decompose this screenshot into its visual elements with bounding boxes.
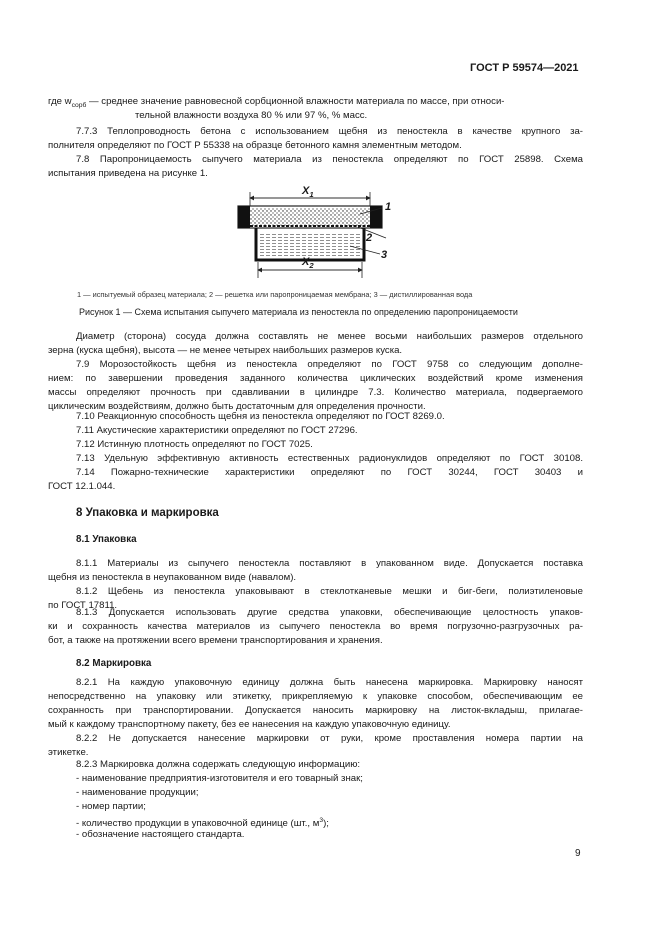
p773-line-1: 7.7.3 Теплопроводность бетона с использованием щебня из пеностекла в качестве крупного за- xyxy=(76,126,583,137)
p821-line-3: сохранность при транспортировании. Допускается наносить маркировку на листок-вкладыш, прилагае- xyxy=(48,705,583,716)
p811-line-1: 8.1.1 Материалы из сыпучего пеностекла поставляют в упакованном виде. Допускается поставка xyxy=(76,558,583,569)
cubic-superscript: 3 xyxy=(319,817,324,824)
p78-line-1: 7.8 Паропроницаемость сыпучего материала из пеностекла определяют по ГОСТ 25898. Схема xyxy=(76,154,583,165)
standard-designation: ГОСТ Р 59574—2021 xyxy=(470,62,579,74)
list-item-text: - количество продукции в упаковочной единице (шт., м xyxy=(76,818,320,830)
callout-3: 3 xyxy=(381,249,388,261)
p79-line-4: циклическим воздействиям, должно быть достаточным для определения прочности. xyxy=(48,401,426,412)
p813-line-1: 8.1.3 Допускается использовать другие средства упаковки, обеспечивающие целостность упаков- xyxy=(76,607,583,618)
p79-line-2: нием: по завершении проведения заданного количества циклических воздействий кроме изменения xyxy=(48,373,583,384)
p710: 7.10 Реакционную способность щебня из пеностекла определяют по ГОСТ 8269.0. xyxy=(76,411,445,422)
callout-2: 2 xyxy=(366,232,373,244)
where-subscript: сорб xyxy=(71,101,87,109)
p821-line-1: 8.2.1 На каждую упаковочную единицу должна быть нанесена маркировка. Маркировку наносят xyxy=(76,677,583,688)
p712: 7.12 Истинную плотность определяют по ГОСТ 7025. xyxy=(76,439,313,450)
p812-line-1: 8.1.2 Щебень из пеностекла упаковывают в стеклотканевые мешки и биг-беги, полиэтиленовые xyxy=(76,586,583,597)
where-definition: — среднее значение равновесной сорбционной влажности материала по массе, при относи- xyxy=(86,96,505,107)
distilled-water xyxy=(258,234,362,258)
diameter-line-2: зерна (куска щебня), высота — не менее четырех наибольших размеров куска. xyxy=(48,345,403,356)
list-item-tail: ); xyxy=(323,818,329,830)
x2-label xyxy=(302,256,314,270)
p813-line-2: ки и сохранность качества материалов из сыпучего пеностекла во время погрузочно-разгрузочных ра- xyxy=(48,621,583,632)
p823: 8.2.3 Маркировка должна содержать следующую информацию: xyxy=(76,759,361,770)
where-line-2: тельной влажности воздуха 80 % или 97 %, % масс. xyxy=(135,110,368,121)
figure-legend: 1 — испытуемый образец материала; 2 — решетка или паропроницаемая мембрана; 3 — дистиллированная вода xyxy=(77,290,473,299)
p822-line-2: этикетке. xyxy=(48,747,89,758)
x1-subscript: 1 xyxy=(309,190,314,200)
figure-caption: Рисунок 1 — Схема испытания сыпучего материала из пеностекла по определению паропроницаемости xyxy=(79,307,518,317)
p821-line-4: мый к каждому транспортному пакету, без ее нанесения на каждую упаковочную единицу. xyxy=(48,719,451,730)
section-8-2-title: 8.2 Маркировка xyxy=(76,658,152,669)
p812-line-2: по ГОСТ 17811. xyxy=(48,600,118,611)
p714-line-2: ГОСТ 12.1.044. xyxy=(48,481,116,492)
x2-letter: X xyxy=(302,256,310,268)
callout-1: 1 xyxy=(385,201,392,213)
x1-label xyxy=(302,185,314,199)
p822-line-1: 8.2.2 Не допускается нанесение маркировки от руки, кроме проставления номера партии на xyxy=(76,733,583,744)
section-8-1-title: 8.1 Упаковка xyxy=(76,534,137,545)
p813-line-3: бот, а также на протяжении всего времени транспортирования и хранения. xyxy=(48,635,383,646)
list-item: - наименование предприятия-изготовителя и его товарный знак; xyxy=(76,773,363,784)
p811-line-2: щебня из пеностекла в неупакованном виде (навалом). xyxy=(48,572,297,583)
page-number: 9 xyxy=(575,848,581,859)
p711: 7.11 Акустические характеристики определяют по ГОСТ 27296. xyxy=(76,425,358,436)
holder-wall-left xyxy=(238,206,250,228)
p79-line-1: 7.9 Морозостойкость щебня из пеностекла определяют по ГОСТ 9758 со следующим дополне- xyxy=(76,359,583,370)
list-item xyxy=(76,815,329,830)
list-item: - номер партии; xyxy=(76,801,146,812)
material-sample xyxy=(250,208,370,226)
vapor-test-diagram xyxy=(230,182,410,282)
x2-subscript: 2 xyxy=(309,261,314,271)
p821-line-2: непосредственно на упаковку или этикетку, прикрепляемую к упаковке способом, обеспечивающим ее xyxy=(48,691,583,702)
p79-line-3: массы определяют прочность при сдавливании в цилиндре 7.3. Количество материала, подвергаемого xyxy=(48,387,583,398)
p714-line-1: 7.14 Пожарно-технические характеристики определяют по ГОСТ 30244, ГОСТ 30403 и xyxy=(76,467,583,478)
p773-line-2: полнителя определяют по ГОСТ Р 55338 на образце бетонного камня элементным методом. xyxy=(48,140,462,151)
list-item: - обозначение настоящего стандарта. xyxy=(76,829,245,840)
diameter-line-1: Диаметр (сторона) сосуда должна составлять не менее восьми наибольших размеров отдельного xyxy=(76,331,583,342)
p713: 7.13 Удельную эффективную активность естественных радионуклидов определяют по ГОСТ 30108. xyxy=(76,453,583,464)
section-8-title: 8 Упаковка и маркировка xyxy=(76,507,219,519)
x1-letter: X xyxy=(302,185,310,197)
p78-line-2: испытания приведена на рисунке 1. xyxy=(48,168,208,179)
list-item: - наименование продукции; xyxy=(76,787,199,798)
where-prefix: где w xyxy=(48,96,72,107)
